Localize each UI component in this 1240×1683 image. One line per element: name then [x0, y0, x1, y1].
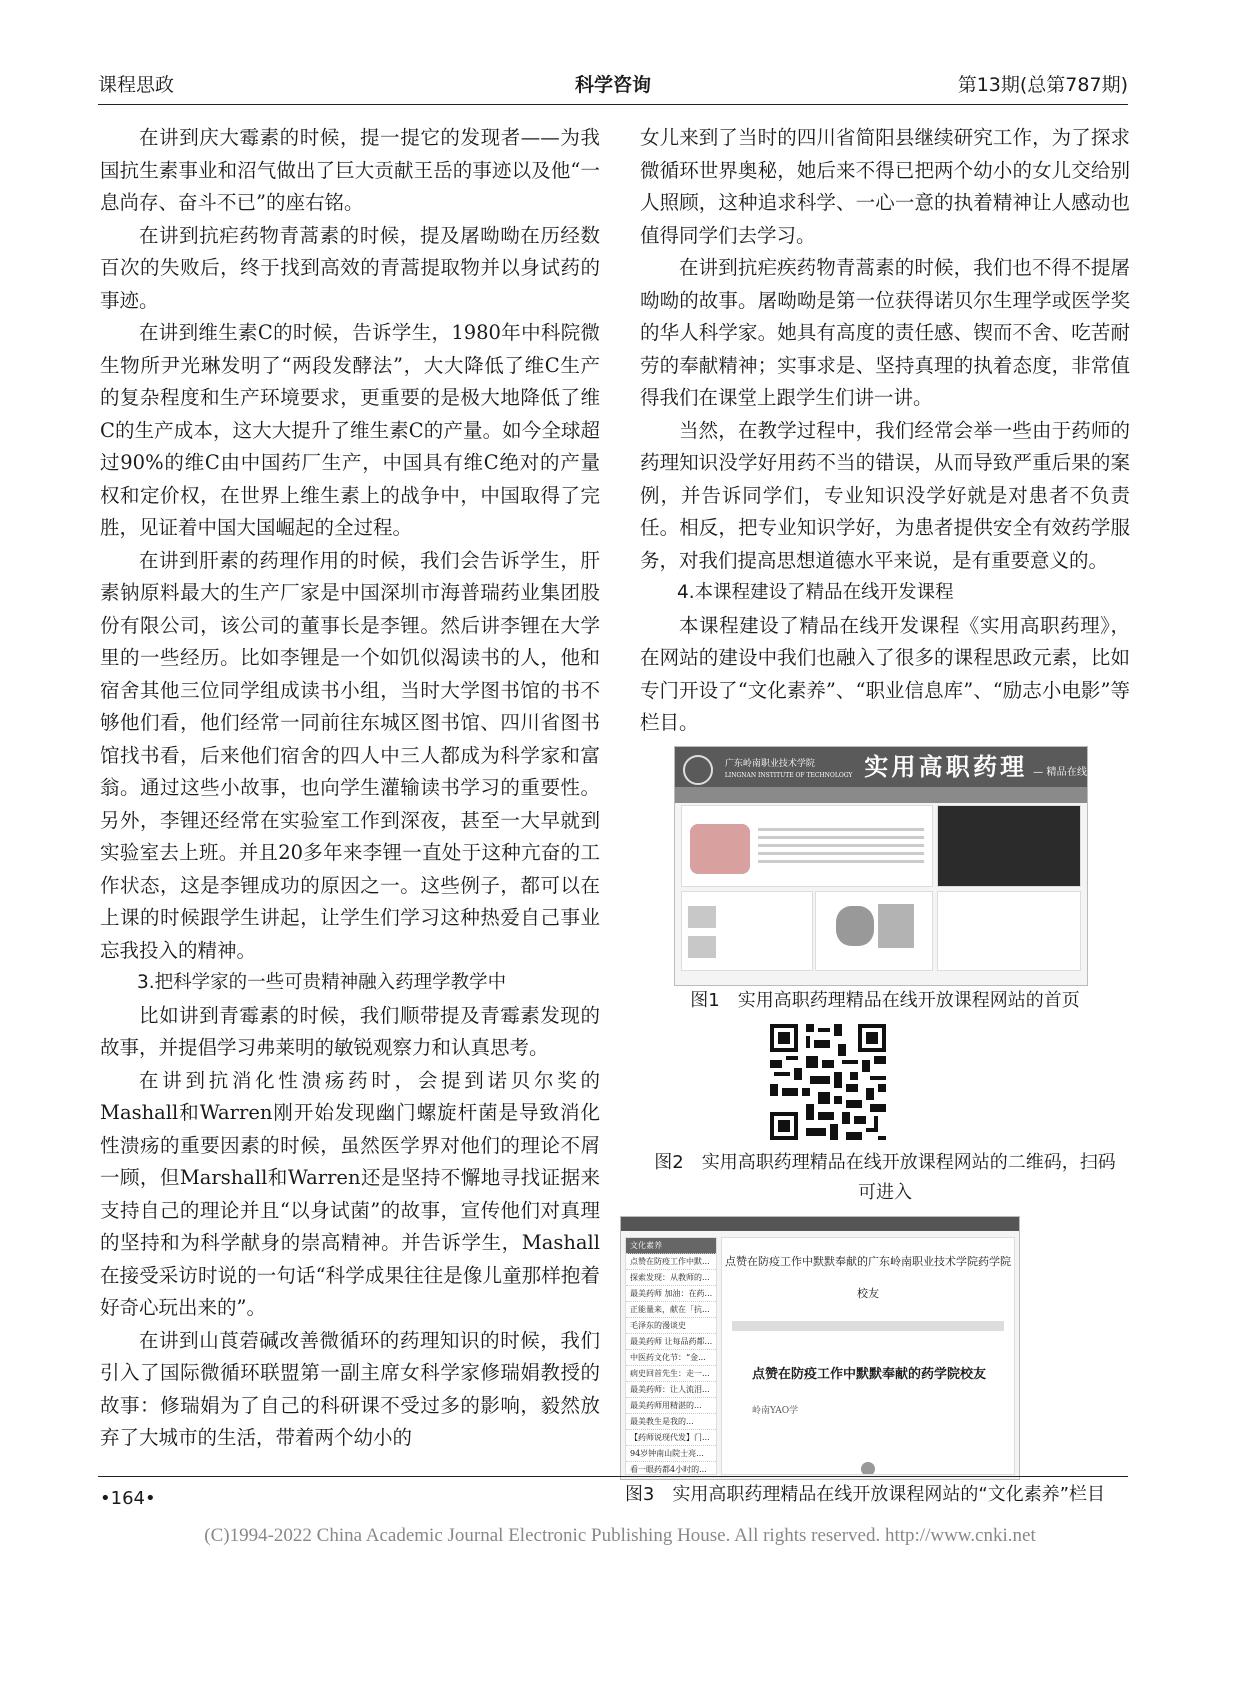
school-name: 广东岭南职业技术学院: [724, 758, 815, 769]
news-thumb: [688, 906, 716, 928]
paragraph: 在讲到抗疟疾药物青蒿素的时候，我们也不得不提屠呦呦的故事。屠呦呦是第一位获得诺贝尔生理学或医学奖的华人科学家。她具有高度的责任感、锲而不舍、吃苦耐劳的奉献精神；实事求是、坚持真理的执着态度，非常值得我们在课堂上跟学生们讲一讲。: [640, 256, 1130, 409]
header-journal: 科学咨询: [574, 74, 651, 96]
footer-rule: [98, 1476, 1128, 1477]
paragraph: 在讲到维生素C的时候，告诉学生，1980年中科院微生物所尹光琳发明了“两段发酵法”，大大降低了维C生产的复杂程度和生产环境要求，更重要的是极大地降低了维C的生产成本，这大大提升了维生素C的产量。如今全球超过90%的维C由中国药厂生产，中国具有维C绝对的产量权和定价权，在世界上维生素上的战争中，中国取得了完胜，见证着中国大国崛起的全过程。: [100, 321, 600, 539]
news-panel: [681, 891, 813, 971]
paragraph: 比如讲到青霉素的时候，我们顺带提及青霉素发现的故事，并提倡学习弗莱明的敏锐观察力和认真思考。: [100, 1003, 600, 1059]
paragraph: 本课程建设了精品在线开发课程《实用高职药理》，在网站的建设中我们也融入了很多的课程思政元素，比如专门开设了“文化素养”、“职业信息库”、“励志小电影”等栏目。: [640, 613, 1130, 734]
section-heading: 3.把科学家的一些可贵精神融入药理学教学中: [137, 972, 507, 993]
sidebar-item[interactable]: 毛泽东的漫谈史: [626, 1318, 716, 1334]
sidebar-item[interactable]: 最美药师：让人流泪...: [626, 1382, 716, 1398]
right-column: [624, 122, 1130, 1510]
header-section: 课程思政: [98, 74, 175, 96]
video-player[interactable]: [937, 805, 1081, 887]
site-nav: [675, 787, 1087, 803]
sidebar-item[interactable]: 点赞在防疫工作中默...: [626, 1254, 716, 1270]
doc-author: 岭南YAO学: [752, 1406, 799, 1416]
sidebar-item[interactable]: 最美教生是我的...: [626, 1414, 716, 1430]
section-heading: 4.本课程建设了精品在线开发课程: [677, 582, 954, 603]
study-image: [836, 906, 874, 946]
study-image: [878, 904, 914, 948]
figure2-caption: [640, 1148, 1130, 1208]
study-panel: [815, 891, 933, 971]
sidebar-item[interactable]: 最美药师 让每品药都...: [626, 1334, 716, 1350]
header-rule: [98, 104, 1128, 105]
left-column: [100, 122, 600, 1455]
figure1-screenshot: [674, 746, 1088, 986]
paragraph: 在讲到抗消化性溃疡药时，会提到诺贝尔奖的Mashall和Warren刚开始发现幽门螺旋杆菌是导致消化性溃疡的重要因素的时候，虽然医学界对他们的理论不屑一顾，但Marshall和Warren还是坚持不懈地寻找证据来支持自己的理论并且“以身试菌”的故事，宣传他们对真理的坚持和为科学献身的崇高精神。并告诉学生，Mashall在接受采访时说的一句话“科学成果往往是像儿童那样抱着好奇心玩出来的”。: [100, 1068, 600, 1319]
sidebar-item[interactable]: 94岁钟南山院士亮...: [626, 1446, 716, 1462]
figure2-caption-line: 可进入: [858, 1181, 912, 1203]
site-nav: [621, 1217, 1019, 1231]
site-subtitle: — 精品在线: [1033, 766, 1087, 778]
site-body: [681, 805, 1081, 977]
plus-icon: [861, 1462, 875, 1475]
paragraph: 当然，在教学过程中，我们经常会举一些由于药师的药理知识没学好用药不当的错误，从而导致严重后果的案例，并告诉同学们，专业知识没学好就是对患者不负责任。相反，把专业知识学好，为患者提供安全有效药学服务，对我们提高思想道德水平来说，是有重要意义的。: [640, 418, 1130, 572]
page-number: •164•: [100, 1488, 156, 1509]
figure1-caption: 图1 实用高职药理精品在线开放课程网站的首页: [690, 989, 1080, 1011]
doc-toolbar: [732, 1321, 1004, 1331]
news-thumb: [688, 936, 716, 958]
heart-hands-image: [690, 824, 750, 874]
qr-code-icon[interactable]: [770, 1024, 886, 1140]
paragraph: 在讲到抗疟药物青蒿素的时候，提及屠呦呦在历经数百次的失败后，终于找到高效的青蒿提取物并以身试药的事迹。: [100, 223, 600, 312]
paragraph: 在讲到肝素的药理作用的时候，我们会告诉学生，肝素钠原料最大的生产厂家是中国深圳市海普瑞药业集团股份有限公司，该公司的董事长是李锂。然后讲李锂在大学里的一些经历。比如李锂是一个如饥似渴读书的人，他和宿舍其他三位同学组成读书小组，当时大学图书馆的书不够他们看，他们经常一同前往东城区图书馆、四川省图书馆找书看，后来他们宿舍的四人中三人都成为科学家和富翁。通过这些小故事，也向学生灌输读书学习的重要性。另外，李锂还经常在实验室工作到深夜，甚至一大早就到实验室去上班。并且20多年来李锂一直处于这种亢奋的工作状态，这是李锂成功的原因之一。这些例子，都可以在上课的时候跟学生讲起，让学生们学习这种热爱自己事业忘我投入的精神。: [100, 548, 600, 962]
article-page-title: 点赞在防疫工作中默默奉献的广东岭南职业技术学院药学院校友: [725, 1254, 1011, 1300]
header-issue: 第13期(总第787期): [957, 74, 1128, 96]
figure2-caption-line: 图2 实用高职药理精品在线开放课程网站的二维码，扫码: [654, 1151, 1116, 1173]
doc-title: 点赞在防疫工作中默默奉献的药学院校友: [752, 1366, 987, 1382]
sidebar-header: 文化素养: [626, 1238, 716, 1254]
site-title: 实用高职药理: [864, 751, 1028, 781]
sidebar-item[interactable]: 中医药文化节：“金...: [626, 1350, 716, 1366]
running-header: [98, 70, 1128, 100]
links-panel: [937, 891, 1081, 971]
figure3-caption: 图3 实用高职药理精品在线开放课程网站的“文化素养”栏目: [624, 1483, 1106, 1505]
sidebar-item[interactable]: 【药师说现代发】门...: [626, 1430, 716, 1446]
course-intro-panel: [681, 805, 933, 887]
copyright-notice: (C)1994-2022 China Academic Journal Electronic Publishing House. All rights reserved. http://www.cnki.net: [204, 1525, 1036, 1546]
site-banner: [675, 747, 1087, 787]
sidebar-item[interactable]: 病史回首先生：走一...: [626, 1366, 716, 1382]
paragraph: 女儿来到了当时的四川省简阳县继续研究工作，为了探求微循环世界奥秘，她后来不得已把两个幼小的女儿交给别人照顾，这种追求科学、一心一意的执着精神让人感动也值得同学们去学习。: [640, 126, 1130, 247]
culture-sidebar: [625, 1237, 717, 1475]
sidebar-item[interactable]: 看一眼药都4小时的...: [626, 1462, 716, 1475]
article-panel: [721, 1237, 1015, 1475]
school-name-en: LINGNAN INSTITUTE OF TECHNOLOGY: [724, 771, 853, 779]
figure3-screenshot: [620, 1216, 1020, 1480]
sidebar-item[interactable]: 探索发现：从教师的...: [626, 1270, 716, 1286]
sidebar-item[interactable]: 最美药师用精湛的...: [626, 1398, 716, 1414]
school-logo-icon: [683, 755, 713, 785]
sidebar-item[interactable]: 最美药师 加油：在药...: [626, 1286, 716, 1302]
paragraph: 在讲到山莨菪碱改善微循环的药理知识的时候，我们引入了国际微循环联盟第一副主席女科学家修瑞娟教授的故事：修瑞娟为了自己的科研课不受过多的影响，毅然放弃了大城市的生活，带着两个幼小的: [100, 1328, 600, 1449]
paragraph: 在讲到庆大霉素的时候，提一提它的发现者——为我国抗生素事业和沼气做出了巨大贡献王岳的事迹以及他“一息尚存、奋斗不已”的座右铭。: [100, 126, 600, 214]
sidebar-item[interactable]: 正能量来，献在「抗...: [626, 1302, 716, 1318]
